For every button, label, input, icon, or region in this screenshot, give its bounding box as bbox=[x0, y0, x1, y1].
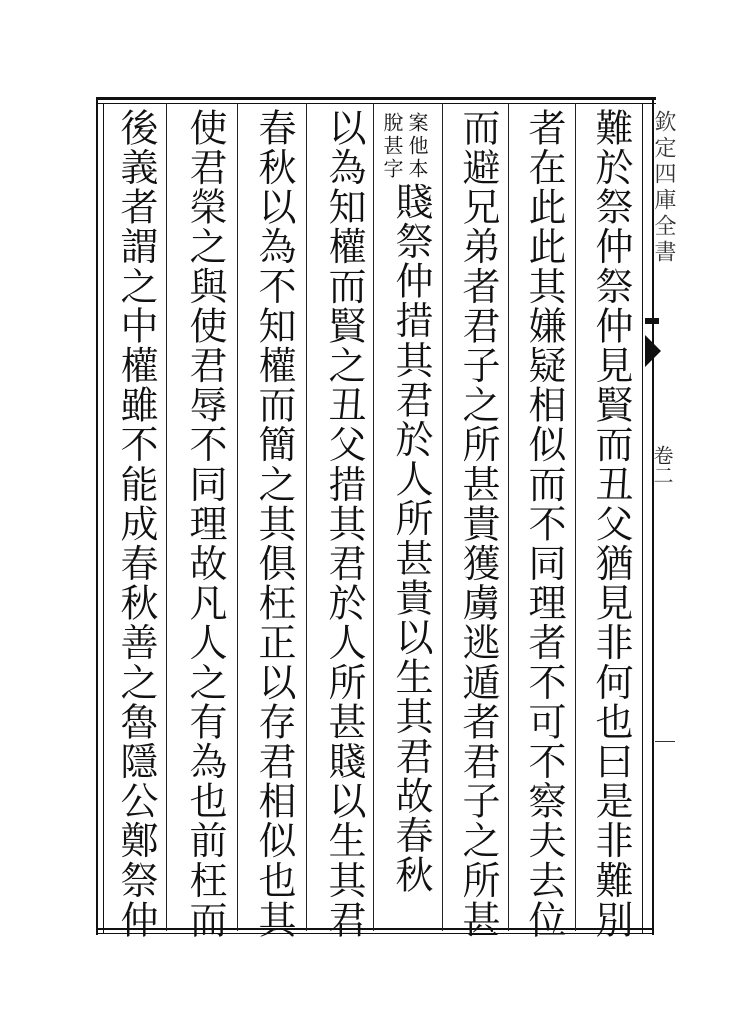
text-column-6: 春秋以為不知權而簡之其俱枉正以存君相似也其 bbox=[252, 108, 296, 940]
text-column-4: 賤祭仲措其君於人所甚貴以生其君故春秋 bbox=[389, 182, 433, 895]
fishtail-bar bbox=[645, 318, 659, 324]
text-column-2: 者在此此其嫌疑相似而不同理者不可不察夫去位 bbox=[522, 108, 566, 940]
frame-left-inner-border bbox=[103, 103, 104, 933]
column-divider bbox=[237, 103, 238, 931]
text-column-3: 而避兄弟者君子之所甚貴獲虜逃遁者君子之所甚 bbox=[456, 108, 500, 940]
column-divider bbox=[575, 103, 576, 931]
frame-top-inner-border bbox=[96, 103, 656, 104]
margin-book-title: 欽定四庫全書 bbox=[651, 110, 676, 266]
column-divider bbox=[508, 103, 509, 931]
frame-bottom-inner-border bbox=[96, 933, 652, 934]
column-divider bbox=[166, 103, 167, 931]
margin-divider bbox=[642, 103, 643, 933]
fishtail-mark bbox=[645, 335, 661, 367]
note-line-right: 案他本 bbox=[405, 112, 429, 181]
column-divider bbox=[306, 103, 307, 931]
text-column-7: 使君榮之與使君辱不同理故凡人之有為也前枉而 bbox=[183, 108, 227, 940]
margin-tick bbox=[655, 741, 675, 742]
margin-volume-label: 卷二 bbox=[650, 445, 674, 485]
frame-top-border bbox=[96, 97, 656, 100]
frame-left-border bbox=[96, 97, 98, 935]
column-divider bbox=[373, 103, 374, 931]
frame-bottom-border bbox=[96, 928, 652, 930]
note-line-left: 脫甚字 bbox=[380, 112, 404, 181]
column-divider bbox=[442, 103, 443, 931]
text-column-8: 後義者謂之中權雖不能成春秋善之魯隱公鄭祭仲 bbox=[114, 108, 158, 940]
text-column-5: 以為知權而賢之丑父措其君於人所甚賤以生其君 bbox=[322, 108, 366, 940]
text-column-1: 難於祭仲祭仲見賢而丑父猶見非何也曰是非難別 bbox=[589, 108, 633, 940]
